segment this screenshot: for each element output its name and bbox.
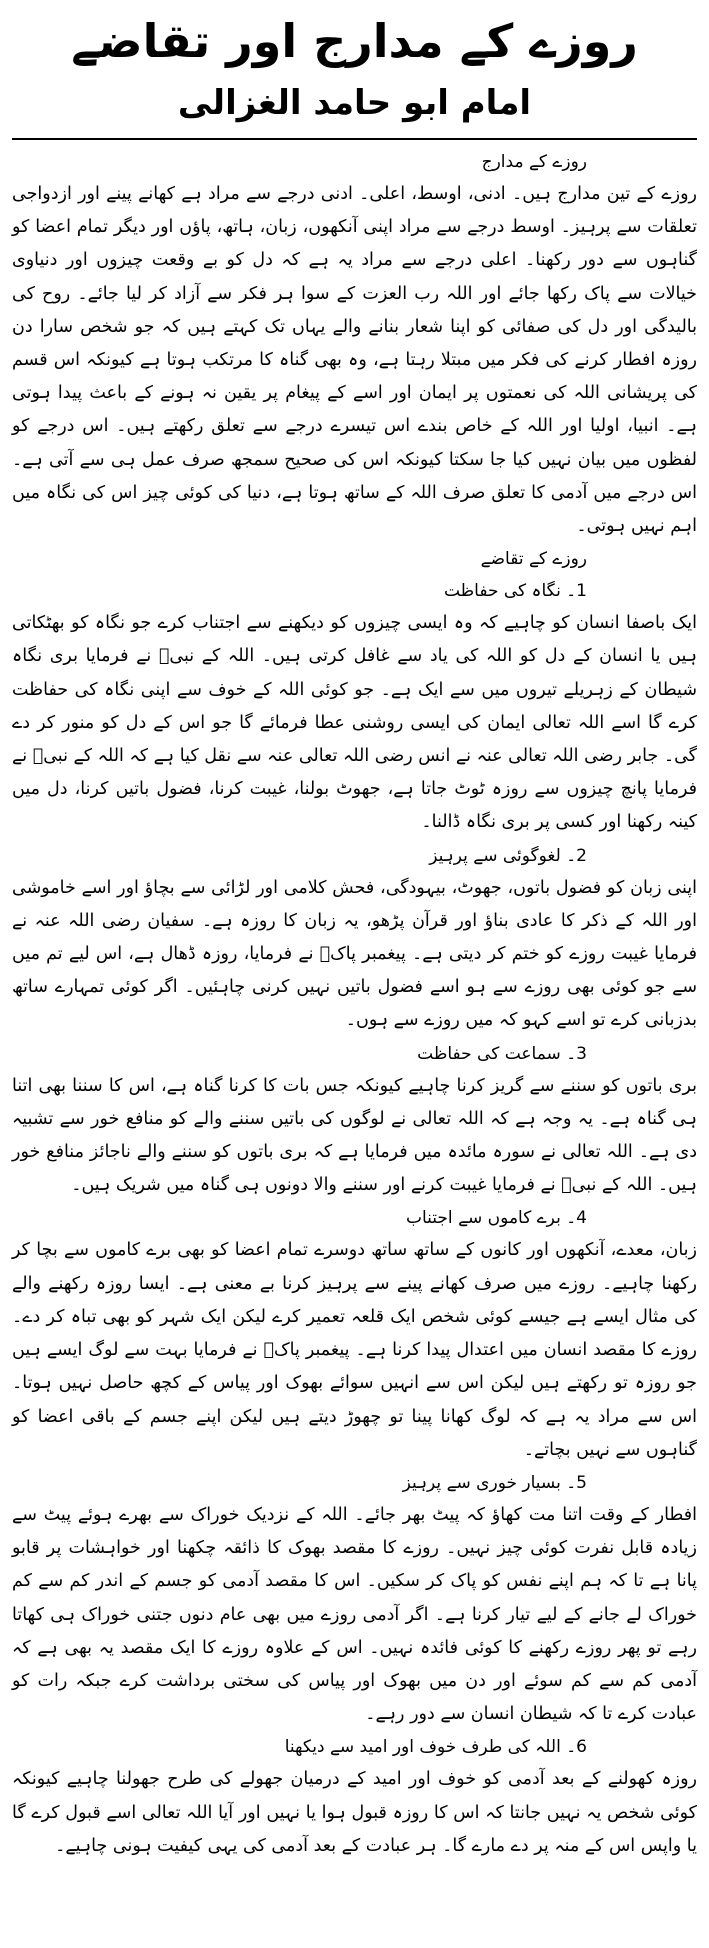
paragraph-buray: زبان، معدے، آنکھوں اور کانوں کے ساتھ ساتھ دوسرے تمام اعضا کو بھی برے کاموں سے بچا کر رکھنا چاہیے۔ روزے میں صرف کھانے پینے سے پرہیز کرنا بے معنی ہے۔ ایسا روزہ رکھنے والے کی مثال ایسے ہے جیسے کوئی شخص ایک قلعہ تعمیر کرے لیکن ایک شہر کو بھی تباہ کر دے۔ روزے کا مقصد انسان میں اعتدال پیدا کرنا ہے۔ پیغمبر پاکؐ نے فرمایا بہت سے لوگ ایسے ہیں جو روزہ تو رکھتے ہیں لیکن اس سے انہیں سوائے بھوک اور پیاس کے کچھ حاصل نہیں ہوتا۔ اس سے مراد یہ ہے کہ لوگ کھانا پینا تو چھوڑ دیتے ہیں لیکن اپنے جسم کے باقی اعضا کو گناہوں سے نہیں بچاتے۔ bbox=[12, 1240, 697, 1460]
paragraph-samaat: بری باتوں کو سننے سے گریز کرنا چاہیے کیونکہ جس بات کا کرنا گناہ ہے، اس کا سننا بھی اتنا ہی گناہ ہے۔ یہ وجہ ہے کہ اللہ تعالی نے لوگوں کی باتیں سننے والے کو منافع خور سے تشبیہ دی ہے۔ اللہ تعالی نے سورہ مائدہ میں فرمایا ہے کہ بری باتوں کو سننے والے ناجائز منافع خور ہیں۔ اللہ کے نبیؐ نے فرمایا غیبت کرنے اور سننے والا دونوں ہی گناہ میں شریک ہیں۔ bbox=[12, 1075, 697, 1196]
section-heading-taqazay: روزے کے تقاضے bbox=[480, 549, 587, 570]
section-heading-khauf: 6۔ اللہ کی طرف خوف اور امید سے دیکھنا bbox=[284, 1737, 587, 1758]
section-heading-samaat: 3۔ سماعت کی حفاظت bbox=[417, 1043, 587, 1064]
section-heading-buray: 4۔ برے کاموں سے اجتناب bbox=[405, 1208, 587, 1229]
section-heading-bisyar: 5۔ بسیار خوری سے پرہیز bbox=[402, 1472, 587, 1493]
section-heading-madarij: روزے کے مدارج bbox=[481, 152, 587, 172]
section-heading-laghw: 2۔ لغوگوئی سے پرہیز bbox=[429, 845, 587, 866]
article-title: روزے کے مدارج اور تقاضے bbox=[71, 14, 638, 68]
paragraph-khauf: روزہ کھولنے کے بعد آدمی کو خوف اور امید کے درمیان جھولے کی طرح جھولنا چاہیے کیونکہ کوئی شخص یہ نہیں جانتا کہ اس کا روزہ قبول ہوا یا نہیں اور آیا اللہ تعالی اسے قبول کرے گا یا واپس اس کے منہ پر دے مارے گا۔ ہر عبادت کے بعد آدمی کی یہی کیفیت ہونی چاہیے۔ bbox=[12, 1769, 697, 1856]
paragraph-madarij: روزے کے تین مدارج ہیں۔ ادنی، اوسط، اعلی۔ ادنی درجے سے مراد ہے کھانے پینے اور ازدواجی تعلقات سے پرہیز۔ اوسط درجے سے مراد اپنی آنکھوں، زبان، ہاتھ، پاؤں اور دیگر تمام اعضا کو گناہوں سے دور رکھنا۔ اعلی درجے سے مراد یہ ہے کہ دل کو بے وقعت چیزوں اور دنیاوی خیالات سے پاک رکھا جائے اور اللہ رب العزت کے سوا ہر فکر سے آزاد کر لیا جائے۔ روح کی بالیدگی اور دل کی صفائی کو اپنا شعار بنانے والے یہاں تک کہتے ہیں کہ جو شخص سارا دن روزہ افطار کرنے کی فکر میں مبتلا رہتا ہے، وہ بھی گناہ کا مرتکب ہوتا ہے کیونکہ اس قسم کی پریشانی اللہ کی نعمتوں پر ایمان اور اسے کے پیغام پر یقین نہ ہونے کے باعث پیدا ہوتی ہے۔ انبیا، اولیا اور اللہ کے خاص بندے اس تیسرے درجے سے تعلق رکھتے ہیں۔ اس درجے کو لفظوں میں بیان نہیں کیا جا سکتا کیونکہ اس کی صحیح سمجھ صرف عمل ہی سے آتی ہے۔ اس درجے میں آدمی کا تعلق صرف اللہ کے ساتھ ہوتا ہے، دنیا کی کوئی چیز اس کی نگاہ میں اہم نہیں ہوتی۔ bbox=[12, 184, 697, 537]
paragraph-nigah: ایک باصفا انسان کو چاہیے کہ وہ ایسی چیزوں کو دیکھنے سے اجتناب کرے جو نگاہ کو بھٹکاتی ہیں یا انسان کے دل کو اللہ کی یاد سے غافل کرتی ہیں۔ اللہ کے نبیؐ نے فرمایا بری نگاہ شیطان کے زہریلے تیروں میں سے ایک ہے۔ جو کوئی اللہ کے خوف سے اپنی نگاہ کی حفاظت کرے گا اسے اللہ تعالی ایمان کی ایسی روشنی عطا فرمائے گا جو اس کے دل کو منور کر دے گی۔ جابر رضی اللہ تعالی عنہ نے انس رضی اللہ تعالی عنہ سے نقل کیا ہے کہ اللہ کے نبیؐ نے فرمایا پانچ چیزوں سے روزہ ٹوٹ جاتا ہے، جھوٹ بولنا، غیبت کرنا، فضول باتیں کرنا، دل میں کینہ رکھنا اور کسی پر بری نگاہ ڈالنا۔ bbox=[12, 613, 697, 833]
header-divider bbox=[12, 138, 697, 140]
section-heading-nigah: 1۔ نگاہ کی حفاظت bbox=[443, 581, 587, 602]
paragraph-bisyar: افطار کے وقت اتنا مت کھاؤ کہ پیٹ بھر جائے۔ اللہ کے نزدیک خوراک سے بھرے ہوئے پیٹ سے زیادہ قابل نفرت کوئی چیز نہیں۔ روزے کا مقصد بھوک کا ذائقہ چکھنا اور خواہشات پر قابو پانا ہے تا کہ ہم اپنے نفس کو پاک کر سکیں۔ اس کا مقصد آدمی کو جسم کے اندر کم سے کم خوراک لے جانے کے لیے تیار کرنا ہے۔ اگر آدمی روزے میں بھی عام دنوں جتنی خوراک ہی کھاتا رہے تو پھر روزے رکھنے کا کوئی فائدہ نہیں۔ اس کے علاوہ روزے کا ایک مقصد یہ بھی ہے کہ آدمی کم سے کم سوئے اور دن میں بھوک اور پیاس کی سختی برداشت کرے جبکہ رات کو عبادت کرے تا کہ شیطان انسان سے دور رہے۔ bbox=[12, 1504, 697, 1725]
article-author: امام ابو حامد الغزالی bbox=[177, 83, 532, 123]
paragraph-laghw: اپنی زبان کو فضول باتوں، جھوٹ، بیہودگی، فحش کلامی اور لڑائی سے بچاؤ اور اسے خاموشی اور اللہ کے ذکر کا عادی بناؤ اور قرآن پڑھو، یہ زبان کا روزہ ہے۔ سفیان رضی اللہ عنہ نے فرمایا غیبت روزے کو ختم کر دیتی ہے۔ پیغمبر پاکؐ نے فرمایا، روزہ ڈھال ہے، اس لیے تم میں سے جو کوئی بھی روزے سے ہو اسے فضول باتیں نہیں کرنی چاہئیں۔ اگر کوئی تمہارے ساتھ بدزبانی کرے تو اسے کہو کہ میں روزے سے ہوں۔ bbox=[12, 877, 697, 1031]
